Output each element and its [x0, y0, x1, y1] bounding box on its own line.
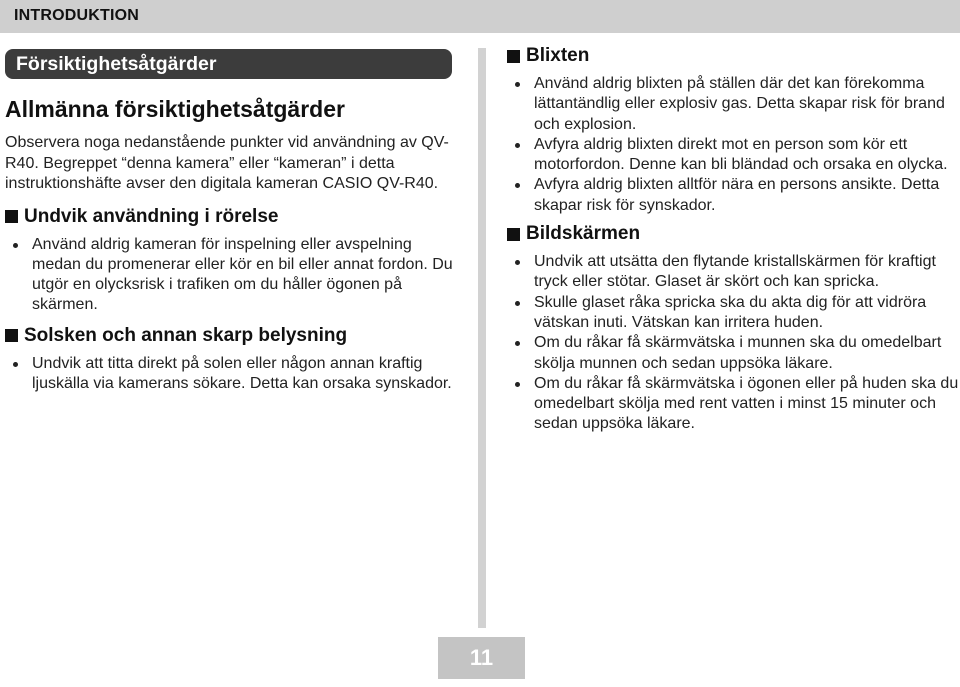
bullet-list: [507, 252, 959, 435]
bullet-dot-icon: [515, 143, 520, 148]
square-bullet-icon: [5, 210, 18, 223]
bullet-list: [5, 235, 453, 316]
subsection-heading-text: Bildskärmen: [526, 223, 641, 245]
subsection-heading: [507, 44, 959, 68]
header-bar: [0, 0, 960, 33]
chapter-label: INTRODUKTION: [14, 7, 140, 24]
section-title: Försiktighetsåtgärder: [16, 53, 217, 75]
page-number: 11: [469, 645, 494, 670]
list-item-text: Skulle glaset råka spricka ska du akta dig för att vidröra vätskan inuti. Vätskan kan irritera huden.: [534, 293, 927, 331]
page-number-box: [438, 637, 525, 679]
list-item-text: Använd aldrig kameran för inspelning eller avspelning medan du promenerar eller kör en bil eller annat fordon. Du utgör en olycksrisk i trafiken om du håller ögonen på skärmen.: [32, 235, 453, 314]
bullet-dot-icon: [515, 341, 520, 346]
subsection-heading-text: Blixten: [526, 45, 590, 66]
list-item-text: Om du råkar få skärmvätska i munnen ska du omedelbart skölja munnen och sedan uppsöka läkare.: [534, 334, 942, 372]
list-item: [507, 175, 959, 216]
intro-paragraph: Observera noga nedanstående punkter vid användning av QV-R40. Begreppet “denna kamera” eller “kameran” i detta instruktionshäfte avser den digitala kameran CASIO QV-R40.: [5, 134, 449, 192]
bullet-dot-icon: [515, 382, 520, 387]
bullet-dot-icon: [515, 301, 520, 306]
bullet-dot-icon: [13, 362, 18, 367]
bullet-dot-icon: [515, 82, 520, 87]
list-item: [507, 74, 959, 135]
list-item: [507, 252, 959, 293]
page-title: Allmänna försiktighetsåtgärder: [5, 96, 345, 122]
bullet-dot-icon: [515, 183, 520, 188]
bullet-dot-icon: [13, 243, 18, 248]
square-bullet-icon: [507, 50, 520, 63]
list-item: [507, 135, 959, 176]
bullet-dot-icon: [515, 260, 520, 265]
square-bullet-icon: [5, 329, 18, 342]
bullet-list: [507, 74, 959, 216]
list-item: [507, 374, 959, 435]
list-item: [507, 333, 959, 374]
bullet-list: [5, 354, 453, 395]
list-item-text: Avfyra aldrig blixten direkt mot en person som kör ett motorfordon. Denne kan bli bländad och orsaka en olycka.: [534, 135, 948, 174]
section-banner: [5, 49, 452, 79]
right-column: [507, 44, 959, 435]
list-item-text: Undvik att utsätta den flytande kristallskärmen för kraftigt tryck eller stötar. Glaset är skört och kan spricka.: [534, 253, 936, 291]
subsection-heading: [5, 205, 453, 229]
list-item: [5, 354, 453, 395]
list-item: [507, 293, 959, 334]
left-column: [5, 94, 453, 394]
square-bullet-icon: [507, 228, 520, 241]
list-item-text: Undvik att titta direkt på solen eller någon annan kraftig ljuskälla via kamerans sökare. Detta kan orsaka synskador.: [32, 354, 452, 392]
list-item-text: Avfyra aldrig blixten alltför nära en persons ansikte. Detta skapar risk för synskador.: [534, 176, 940, 214]
list-item-text: Använd aldrig blixten på ställen där det kan förekomma lättantändlig eller explosiv gas. Detta skapar risk för brand och explosion.: [534, 75, 945, 133]
subsection-heading-text: Undvik användning i rörelse: [24, 205, 279, 227]
list-item: [5, 235, 453, 316]
column-divider: [478, 48, 486, 628]
subsection-heading-text: Solsken och annan skarp belysning: [24, 324, 348, 346]
list-item-text: Om du råkar få skärmvätska i ögonen eller på huden ska du omedelbart skölja med rent vatten i minst 15 minuter och sedan uppsöka läkare.: [534, 374, 959, 433]
subsection-heading: [5, 324, 453, 348]
subsection-heading: [507, 222, 959, 246]
